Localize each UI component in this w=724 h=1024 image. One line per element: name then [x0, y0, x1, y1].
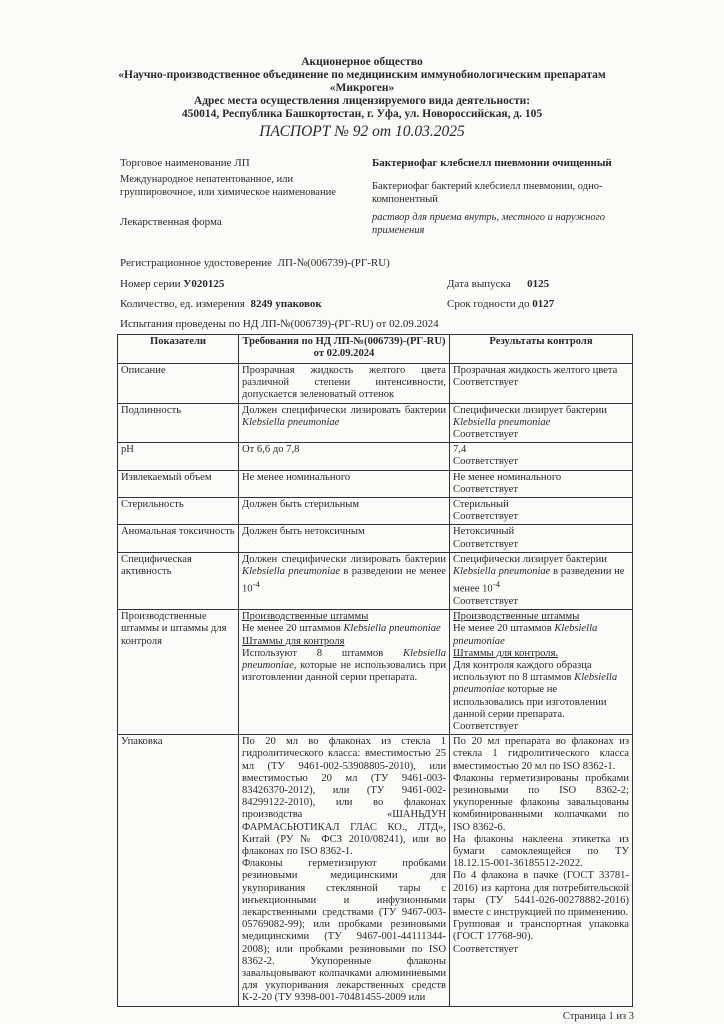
row-requirement: Должен быть стерильным — [239, 498, 450, 525]
form-value: раствор для приема внутрь, местного и наружного применения — [372, 212, 606, 236]
inn-label: Международное непатентованное, или группировочное, или химическое наименование — [120, 174, 336, 198]
row-requirement: Не менее номинального — [239, 470, 450, 497]
trade-name-value: Бактериофаг клебсиелл пневмонии очищенный — [372, 157, 612, 169]
result-text: Для контроля каждого образца используют по 8 штаммов — [453, 660, 592, 684]
req-text: , которые не использовались при изготовлении данной серии препарата. — [242, 660, 446, 684]
table-section — [117, 334, 633, 1022]
registration-label: Регистрационное удостоверение — [120, 257, 273, 269]
trade-name-label: Торговое наименование ЛП — [120, 157, 250, 169]
row-requirement — [239, 735, 450, 1006]
row-name: pH — [118, 443, 239, 470]
address: 450014, Республика Башкортостан, г. Уфа, ул. Новороссийская, д. 105 — [181, 108, 543, 120]
row-requirement: Прозрачная жидкость желтого цвета различной степени интенсивности, допускается зеленоватый оттенок — [239, 364, 450, 404]
series-row — [120, 278, 224, 291]
result-status: Соответствует — [453, 456, 519, 468]
row-requirement: Должен быть нетоксичным — [239, 525, 450, 552]
org-type: Акционерное общество — [301, 56, 423, 68]
table-row — [118, 498, 633, 525]
table-row — [118, 735, 633, 1006]
exponent: -4 — [252, 579, 260, 590]
result-status: Соответствует — [453, 511, 519, 523]
result-text: Прозрачная жидкость желтого цвета — [453, 365, 618, 376]
result-status: Соответствует — [453, 483, 519, 495]
result-text: 7,4 — [453, 444, 467, 456]
row-requirement: От 6,6 до 7,8 — [239, 443, 450, 470]
species-name: Klebsiella pneumoniae — [453, 416, 551, 428]
row-name: Стерильность — [118, 498, 239, 525]
result-text: в разведении не менее 10 — [453, 566, 625, 595]
header-requirements: Требования по НД ЛП-№(006739)-(РГ-RU) от 02.09.2024 — [239, 335, 450, 364]
quantity-label: Количество, ед. измерения — [120, 298, 245, 310]
quantity-value: 8249 упаковок — [250, 298, 322, 310]
result-status: Соответствует — [453, 377, 519, 389]
table-row — [118, 443, 633, 470]
result-text: Флаконы герметизированы пробками резиновыми по ISO 8362-2; укупоренные флаконы завальцованы комбинированными колпачками по ISO 8362-6. — [453, 772, 629, 833]
species-name: Klebsiella pneumoniae — [453, 623, 598, 647]
species-name: Klebsiella pneumoniae — [453, 672, 618, 696]
row-name: Описание — [118, 364, 239, 404]
document-title: ПАСПОРТ № 92 от 10.03.2025 — [259, 123, 465, 140]
result-text: По 20 мл препарата во флаконах из стекла 1 гидролитического класса вместимостью 20 мл по ISO 8362-1. — [453, 736, 629, 772]
series-value: У020125 — [183, 278, 225, 290]
result-text: Стерильный — [453, 499, 509, 511]
row-result — [450, 735, 633, 1006]
result-text: Не менее номинального — [453, 471, 562, 483]
table-row — [118, 610, 633, 735]
release-label: Дата выпуска — [447, 278, 511, 290]
exponent: -4 — [492, 579, 501, 590]
req-text: Не менее 20 штаммов — [242, 623, 344, 635]
table-row — [118, 525, 633, 552]
species-name: Klebsiella pneumoniae — [242, 647, 446, 671]
expiry-row — [447, 298, 554, 311]
result-text: Специфически лизирует бактерии — [453, 404, 607, 416]
expiry-label: Срок годности до — [447, 298, 530, 310]
row-name: Подлинность — [118, 403, 239, 443]
registration-row — [120, 257, 390, 270]
page-number: Страница 1 из 3 — [562, 1010, 634, 1022]
req-text: Должен специфически лизировать бактерии — [242, 553, 446, 565]
subheading: Штаммы для контроля. — [453, 647, 559, 659]
table-row — [118, 552, 633, 609]
row-result — [450, 498, 633, 525]
table-row — [118, 364, 633, 404]
req-text: в разведении не менее 10 — [242, 566, 446, 595]
row-result — [450, 552, 633, 609]
subheading: Производственные штаммы — [242, 611, 369, 623]
row-requirement — [239, 403, 450, 443]
result-status: Соответствует — [453, 538, 519, 550]
inn-value: Бактериофаг бактерий клебсиелл пневмонии, одно-компонентный — [372, 181, 603, 205]
result-text: Специфически лизирует бактерии — [453, 553, 607, 565]
row-name: Производственные штаммы и штаммы для контроля — [118, 610, 239, 735]
req-text: Используют 8 штаммов — [242, 647, 404, 659]
result-text: Групповая и транспортная упаковка (ГОСТ 17768-90). — [453, 919, 629, 943]
result-status: Соответствует — [453, 721, 519, 733]
release-row — [447, 278, 549, 291]
table-row — [118, 403, 633, 443]
result-text: Не менее 20 штаммов — [453, 623, 555, 635]
species-name: Klebsiella pneumoniae — [453, 566, 551, 578]
result-text: которые не использовались при изготовлении данной серии препарата. — [453, 684, 607, 720]
row-result — [450, 525, 633, 552]
species-name: Klebsiella pneumoniae — [343, 623, 441, 635]
subheading: Штаммы для контроля — [242, 635, 345, 647]
series-label: Номер серии — [120, 278, 181, 290]
header-indicators: Показатели — [118, 335, 239, 364]
species-name: Klebsiella pneumoniae — [242, 416, 340, 428]
result-text: Нетоксичный — [453, 526, 515, 538]
org-short-name: «Микроген» — [329, 82, 395, 94]
result-text: По 4 флакона в пачке (ГОСТ 33781-2016) из картона для потребительской тары (ТУ 5441-026-00278882-2016) вместе с инструкцией по применению. — [453, 870, 629, 919]
row-name: Специфическая активность — [118, 552, 239, 609]
row-result — [450, 443, 633, 470]
result-text: На флаконы наклеена этикетка из бумаги самоклеящейся по ТУ 18.12.15-001-36185512-2022. — [453, 833, 629, 870]
row-result — [450, 364, 633, 404]
result-status: Соответствует — [453, 595, 519, 607]
result-status: Соответствует — [453, 429, 519, 441]
row-requirement — [239, 552, 450, 609]
results-table — [117, 334, 633, 1007]
row-name: Аномальная токсичность — [118, 525, 239, 552]
tests-line: Испытания проведены по НД ЛП-№(006739)-(РГ-RU) от 02.09.2024 — [120, 318, 439, 330]
table-row — [118, 470, 633, 497]
header-results: Результаты контроля — [450, 335, 633, 364]
subheading: Производственные штаммы — [453, 611, 580, 623]
address-heading: Адрес места осуществления лицензируемого вида деятельности: — [193, 95, 531, 107]
row-result — [450, 403, 633, 443]
species-name: Klebsiella pneumoniae — [242, 566, 341, 578]
row-requirement — [239, 610, 450, 735]
expiry-value: 0127 — [532, 298, 555, 310]
row-result — [450, 610, 633, 735]
req-text: Должен специфически лизировать бактерии — [242, 404, 446, 416]
row-name: Извлекаемый объем — [118, 470, 239, 497]
release-value: 0125 — [527, 278, 550, 290]
req-text: По 20 мл во флаконах из стекла 1 гидролитического класса: вместимостью 25 мл (ТУ 9461-002-53908805-2010), или вместимостью 20 мл (ТУ 9461-003-83426370-2012), или (ТУ 9461-002-84299122-2010), или во флаконах производства «ШАНЬДУН ФАРМАСЬЮТИКАЛ ГЛАС КО., ЛТД», Китай (РУ № ФСЗ 2010/08241), или во флаконах по ISO 8362-1. — [242, 736, 446, 858]
quantity-row — [120, 298, 322, 311]
row-result — [450, 470, 633, 497]
form-label: Лекарственная форма — [120, 216, 222, 228]
req-text: Флаконы герметизируют пробками резиновыми медицинскими для укупоривания стеклянной тары с инъекционными и инфузионными лекарственными средствами (ТУ 9467-003-05769082-99); или пробками резиновыми медицинскими (ТУ 9467-001-44111344-2008); или пробками резиновыми по ISO 8362-2. Укупоренные флаконы завальцовывают колпачками алюминиевыми для укупоривания лекарственных средств К-2-20 (ТУ 9398-001-70481455-2009 или — [242, 858, 446, 1004]
org-name: «Научно-производственное объединение по медицинским иммунобиологическим препаратам — [118, 69, 606, 81]
result-status: Соответствует — [453, 943, 519, 955]
registration-value: ЛП-№(006739)-(РГ-RU) — [277, 257, 390, 269]
row-name: Упаковка — [118, 735, 239, 1006]
table-header — [118, 335, 633, 364]
